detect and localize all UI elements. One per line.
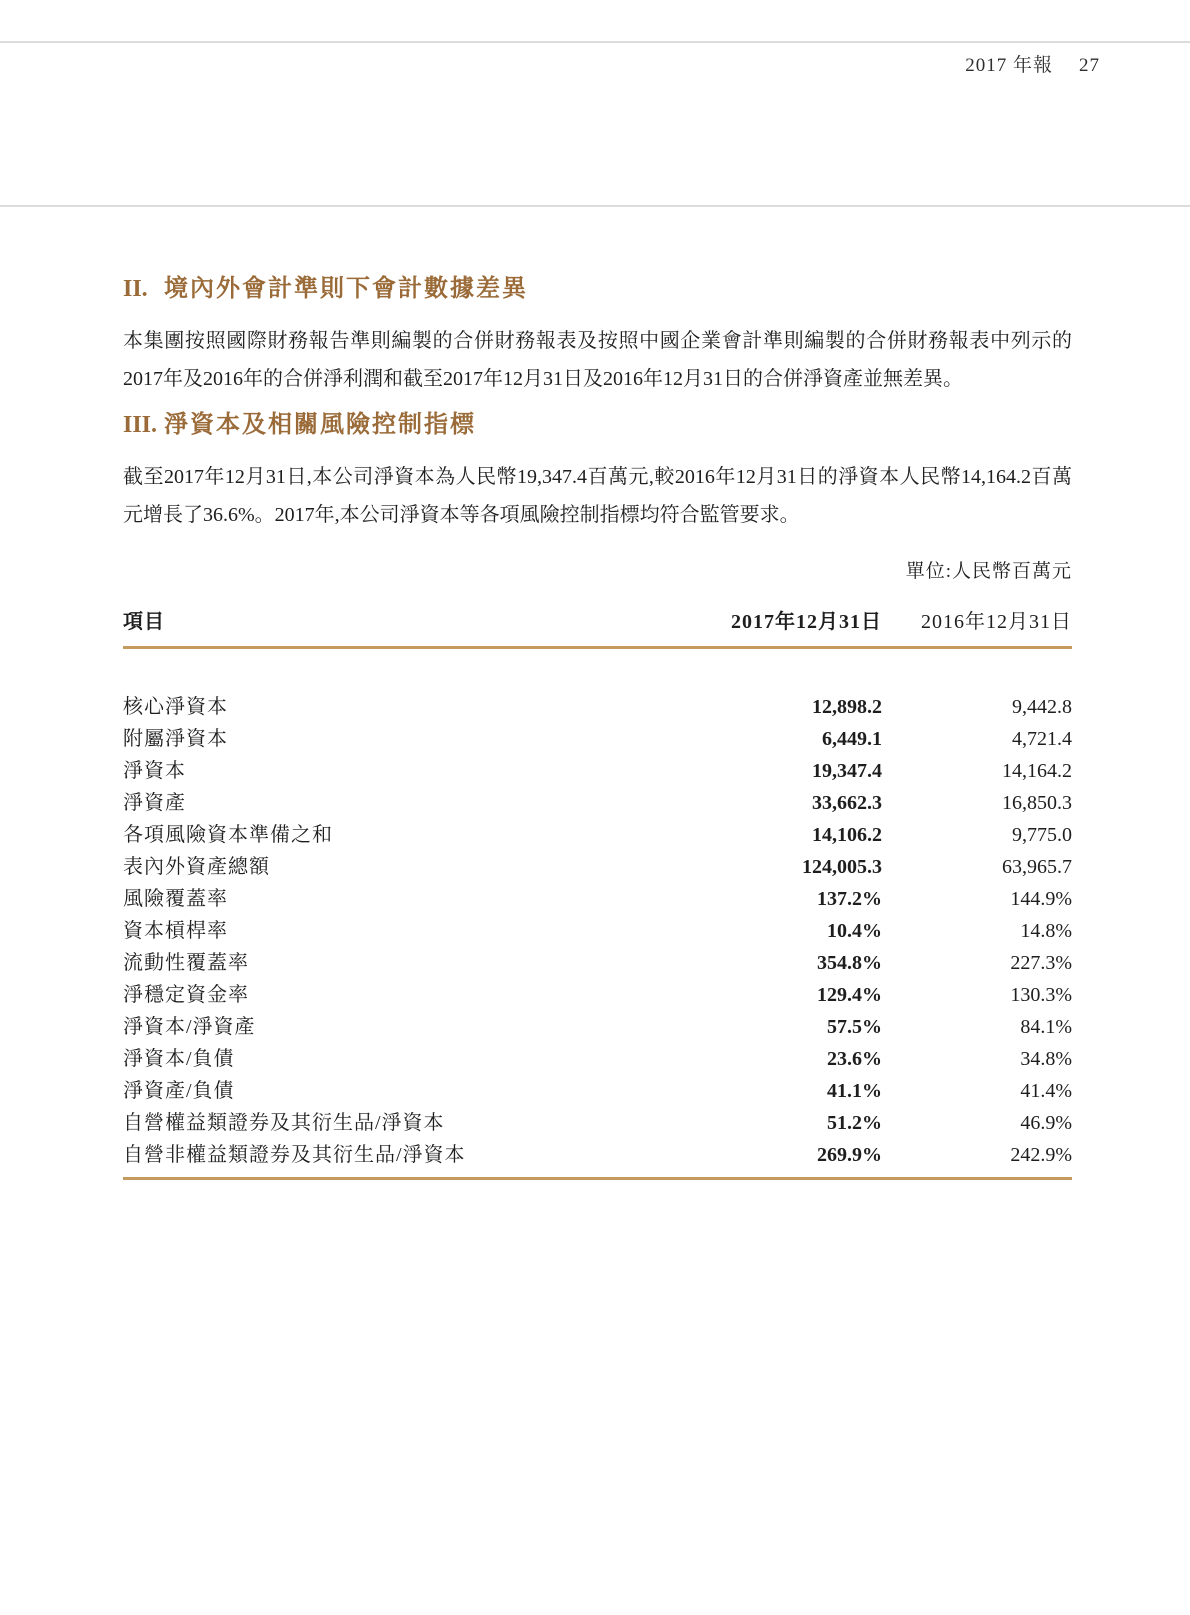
row-label: 自營權益類證券及其衍生品/淨資本 bbox=[123, 1112, 445, 1134]
section-ii-body: 本集團按照國際財務報告準則編製的合併財務報表及按照中國企業會計準則編製的合併財務報表中列示的2017年及2016年的合併淨利潤和截至2017年12月31日及2016年12月31日的合併淨資產並無差異。 bbox=[123, 330, 1072, 390]
column-header-item: 項目 bbox=[123, 607, 652, 648]
row-value-2016: 242.9% bbox=[882, 1139, 1072, 1179]
row-label: 淨資產 bbox=[123, 792, 186, 814]
table-row bbox=[123, 723, 1072, 755]
row-value-2016: 14,164.2 bbox=[1002, 760, 1072, 782]
row-value-2017: 6,449.1 bbox=[822, 728, 882, 750]
section-net-capital-indicators bbox=[123, 412, 1072, 534]
row-value-2016: 34.8% bbox=[1020, 1048, 1072, 1070]
row-value-2017: 129.4% bbox=[817, 984, 882, 1006]
row-value-2016: 9,775.0 bbox=[1012, 824, 1072, 846]
row-label: 淨資產/負債 bbox=[123, 1080, 235, 1102]
row-value-2017: 14,106.2 bbox=[812, 824, 882, 846]
section-ii-heading bbox=[123, 276, 1072, 303]
table-row bbox=[123, 979, 1072, 1011]
section-iii-heading bbox=[123, 412, 1072, 439]
table-row bbox=[123, 787, 1072, 819]
table-header-row bbox=[123, 607, 1072, 648]
row-value-2017: 137.2% bbox=[817, 888, 882, 910]
row-value-2017: 23.6% bbox=[827, 1048, 882, 1070]
table-row bbox=[123, 915, 1072, 947]
table-row bbox=[123, 947, 1072, 979]
row-value-2016: 144.9% bbox=[1010, 888, 1072, 910]
row-value-2016: 16,850.3 bbox=[1002, 792, 1072, 814]
section-iii-number: III. bbox=[123, 412, 158, 438]
row-label: 風險覆蓋率 bbox=[123, 888, 228, 910]
column-header-2016: 2016年12月31日 bbox=[882, 607, 1072, 648]
row-value-2017: 41.1% bbox=[827, 1080, 882, 1102]
table-row bbox=[123, 851, 1072, 883]
report-title: 2017 年報 bbox=[965, 55, 1053, 76]
row-label: 核心淨資本 bbox=[123, 696, 228, 718]
row-value-2017: 12,898.2 bbox=[812, 696, 882, 718]
table-header bbox=[123, 607, 1072, 648]
net-capital-table bbox=[123, 607, 1072, 1180]
table-row bbox=[123, 1075, 1072, 1107]
row-value-2017: 124,005.3 bbox=[802, 856, 882, 878]
row-value-2017: 57.5% bbox=[827, 1016, 882, 1038]
table-row bbox=[123, 648, 1072, 724]
table-row bbox=[123, 1043, 1072, 1075]
row-value-2017: 10.4% bbox=[827, 920, 882, 942]
section-iii-title: 淨資本及相關風險控制指標 bbox=[164, 412, 476, 438]
row-label: 淨資本/負債 bbox=[123, 1048, 235, 1070]
table-row bbox=[123, 1139, 1072, 1179]
section-ii-title: 境內外會計準則下會計數據差異 bbox=[164, 276, 528, 302]
page-number: 27 bbox=[1079, 55, 1100, 76]
section-iii-body: 截至2017年12月31日,本公司淨資本為人民幣19,347.4百萬元,較2016年12月31日的淨資本人民幣14,164.2百萬元增長了36.6%。2017年,本公司淨資本等各項風險控制指標均符合監管要求。 bbox=[123, 466, 1072, 526]
row-value-2016: 84.1% bbox=[1020, 1016, 1072, 1038]
column-header-2017: 2017年12月31日 bbox=[652, 607, 882, 648]
row-value-2016: 130.3% bbox=[1010, 984, 1072, 1006]
table-unit-note: 單位:人民幣百萬元 bbox=[905, 561, 1072, 582]
row-value-2016: 227.3% bbox=[1010, 952, 1072, 974]
row-label: 淨資本 bbox=[123, 760, 186, 782]
row-value-2016: 4,721.4 bbox=[1012, 728, 1072, 750]
row-label: 附屬淨資本 bbox=[123, 728, 228, 750]
row-value-2017: 354.8% bbox=[817, 952, 882, 974]
table-row bbox=[123, 755, 1072, 787]
row-value-2017: 269.9% bbox=[652, 1139, 882, 1179]
table-row bbox=[123, 819, 1072, 851]
row-label: 淨資本/淨資產 bbox=[123, 1016, 256, 1038]
row-label: 資本槓桿率 bbox=[123, 920, 228, 942]
row-label: 流動性覆蓋率 bbox=[123, 952, 249, 974]
row-label: 淨穩定資金率 bbox=[123, 984, 249, 1006]
table-body bbox=[123, 648, 1072, 1179]
table-row bbox=[123, 1011, 1072, 1043]
row-label: 表內外資產總額 bbox=[123, 856, 270, 878]
row-value-2016: 9,442.8 bbox=[1012, 696, 1072, 718]
row-label: 自營非權益類證券及其衍生品/淨資本 bbox=[123, 1139, 652, 1179]
row-value-2017: 51.2% bbox=[827, 1112, 882, 1134]
row-label: 各項風險資本準備之和 bbox=[123, 824, 333, 846]
row-value-2017: 19,347.4 bbox=[812, 760, 882, 782]
row-value-2016: 46.9% bbox=[1020, 1112, 1072, 1134]
row-value-2016: 63,965.7 bbox=[1002, 856, 1072, 878]
row-value-2016: 41.4% bbox=[1020, 1080, 1072, 1102]
table-row bbox=[123, 883, 1072, 915]
section-accounting-differences bbox=[123, 276, 1072, 398]
row-value-2016: 14.8% bbox=[1020, 920, 1072, 942]
table-row bbox=[123, 1107, 1072, 1139]
row-value-2017: 33,662.3 bbox=[812, 792, 882, 814]
section-ii-number: II. bbox=[123, 276, 148, 302]
